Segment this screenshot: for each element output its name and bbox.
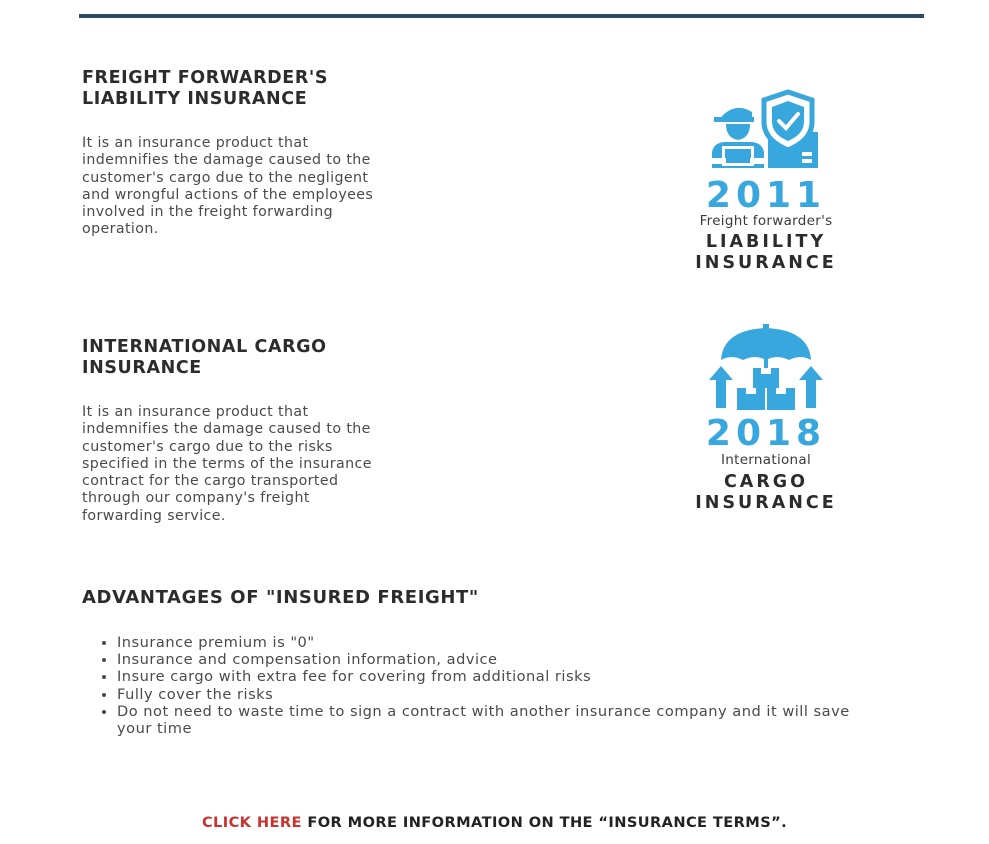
badge-cargo: [661, 324, 871, 514]
cta-line: [0, 814, 989, 831]
badge-subtitle: Freight forwarder's: [699, 213, 833, 229]
cta-text: FOR MORE INFORMATION ON THE “INSURANCE TERMS”.: [301, 814, 788, 831]
section-title-liability: [82, 68, 328, 110]
list-item: • Fully cover the risks: [117, 686, 857, 703]
section-title-cargo: [82, 337, 327, 379]
badge-line1: CARGO: [723, 472, 809, 492]
badge-line1: LIABILITY: [705, 232, 827, 252]
umbrella-boxes-icon: [701, 324, 831, 412]
top-divider: [79, 14, 924, 18]
section-body-liability: It is an insurance product that indemnifies the damage caused to the customer's cargo due to the negligent and wrongful actions of the employees involved in the freight forwarding operation.: [82, 135, 374, 238]
badge-liability: [661, 88, 871, 274]
badge-line2: INSURANCE: [695, 493, 837, 513]
section-title-line1: FREIGHT FORWARDER'S: [82, 68, 329, 88]
section-title-line2: INSURANCE: [82, 358, 202, 378]
section-body-cargo: It is an insurance product that indemnifies the damage caused to the customer's cargo due to the risks specified in the terms of the insurance contract for the cargo transported through our company's freight forwarding service.: [82, 404, 372, 524]
badge-subtitle: International: [720, 452, 812, 468]
advantages-title: ADVANTAGES OF "INSURED FREIGHT": [82, 587, 479, 608]
list-item: • Do not need to waste time to sign a contract with another insurance company and it will save your time: [117, 703, 857, 737]
list-item: • Insure cargo with extra fee for covering from additional risks: [117, 668, 857, 685]
badge-year: 2011: [705, 175, 827, 216]
click-here-link[interactable]: CLICK HERE: [201, 814, 302, 831]
badge-line2: INSURANCE: [695, 253, 837, 273]
section-title-line2: LIABILITY INSURANCE: [82, 89, 308, 109]
list-item: • Insurance premium is "0": [117, 634, 857, 651]
badge-year: 2018: [705, 413, 827, 454]
courier-shield-icon: [706, 88, 826, 176]
advantages-list: [82, 634, 857, 737]
section-title-line1: INTERNATIONAL CARGO: [82, 337, 327, 357]
list-item: • Insurance and compensation information, advice: [117, 651, 857, 668]
